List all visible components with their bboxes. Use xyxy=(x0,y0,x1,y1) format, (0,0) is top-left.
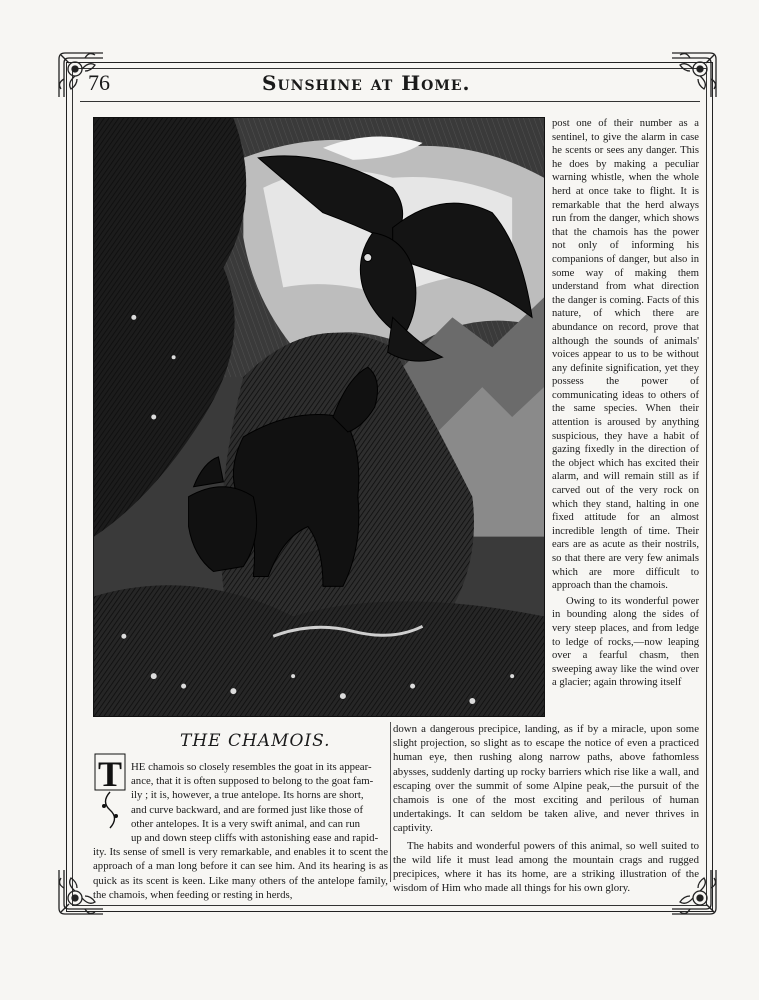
column-divider xyxy=(390,722,391,882)
header-rule xyxy=(80,101,700,102)
corner-ornament-top-right xyxy=(668,49,720,101)
engraving-illustration xyxy=(93,117,545,717)
left-paragraph-continuation: ity. Its sense of smell is very remarkable, and enables it to scent the approach of a man long before it can see him. And its hearing is as quick as its scent is keen. Like many others of the antelope family, the chamois, when feeding or resting in herds, xyxy=(93,846,388,901)
text-line: ance, that it is often supposed to belong to the goat fam- xyxy=(131,775,374,788)
illustration-caption: THE CHAMOIS. xyxy=(180,731,331,751)
text-line: up and down steep cliffs with astonishing ease and rapid- xyxy=(131,832,379,845)
right-paragraph-1: post one of their number as a sentinel, to give the alarm in case he scents or sees any danger. This he does by making a peculiar warning whistle, when the whole herd at once take to flight. It is remarkable that the herd always run from the danger, which shows that the chamois has the power not only of informing his companions of danger, but also in some way of making them understand from what direction the danger is coming. Facts of this nature, of which there are abundance on record, prove that although the sounds of animals' voices appear to us to be without any definite signification, yet they possess the power of communicating ideas to others of the same species. When their attention is aroused by anything suspicious, they have a habit of gazing fixedly in the direction of the object which has excited their alarm, and will remain still as if carved out of the very rock on which they stand, halting in one fixed attitude for an almost incredible length of time. Their ears are as acute as their nostrils, so that there are very few animals which are more difficult to approach than the chamois. xyxy=(552,118,699,592)
running-title: Sunshine at Home. xyxy=(262,71,471,95)
page-number: 76 xyxy=(88,70,110,95)
middle-paragraph-2: The habits and wonderful powers of this animal, so well suited to the wild life it must lead among the mountain crags and rugged precipices, where it has its home, are a striking illustration of the wisdom of Him who made all things for his own glory. xyxy=(393,839,699,895)
middle-paragraph-1: down a dangerous precipice, landing, as if by a miracle, upon some slight projection, so slight as to escape the notice of even a practiced human eye, then rushing along narrow paths, above fathomless abysses, suddenly darting up rocky barriers which rise like a wall, and escaping over the summit of some Alpine peak,—the pursuit of the chamois is one of the most exciting and perilous of human undertakings. It can seldom be taken alive, and never thrives in captivity. xyxy=(393,723,699,835)
text-line: and curve backward, and are formed just like those of xyxy=(131,803,364,816)
middle-text-column xyxy=(393,722,699,895)
right-text-column xyxy=(552,117,699,690)
eagle-and-chamois-engraving xyxy=(94,118,544,716)
left-text-column xyxy=(93,760,388,902)
drop-cap-letter: T xyxy=(97,754,123,794)
text-line: other antelopes. It is a very swift animal, and can run xyxy=(131,817,361,830)
text-line: HE chamois so closely resembles the goat in its appear- xyxy=(131,761,372,773)
text-line: ily ; it is, however, a true antelope. Its horns are short, xyxy=(131,789,364,802)
right-paragraph-2: Owing to its wonderful power in bounding along the sides of very steep places, and from ledge to ledge of rocks,—now leaping over a fearful chasm, then sweeping away like the wind over a glacier; again throwing itself xyxy=(552,595,699,689)
